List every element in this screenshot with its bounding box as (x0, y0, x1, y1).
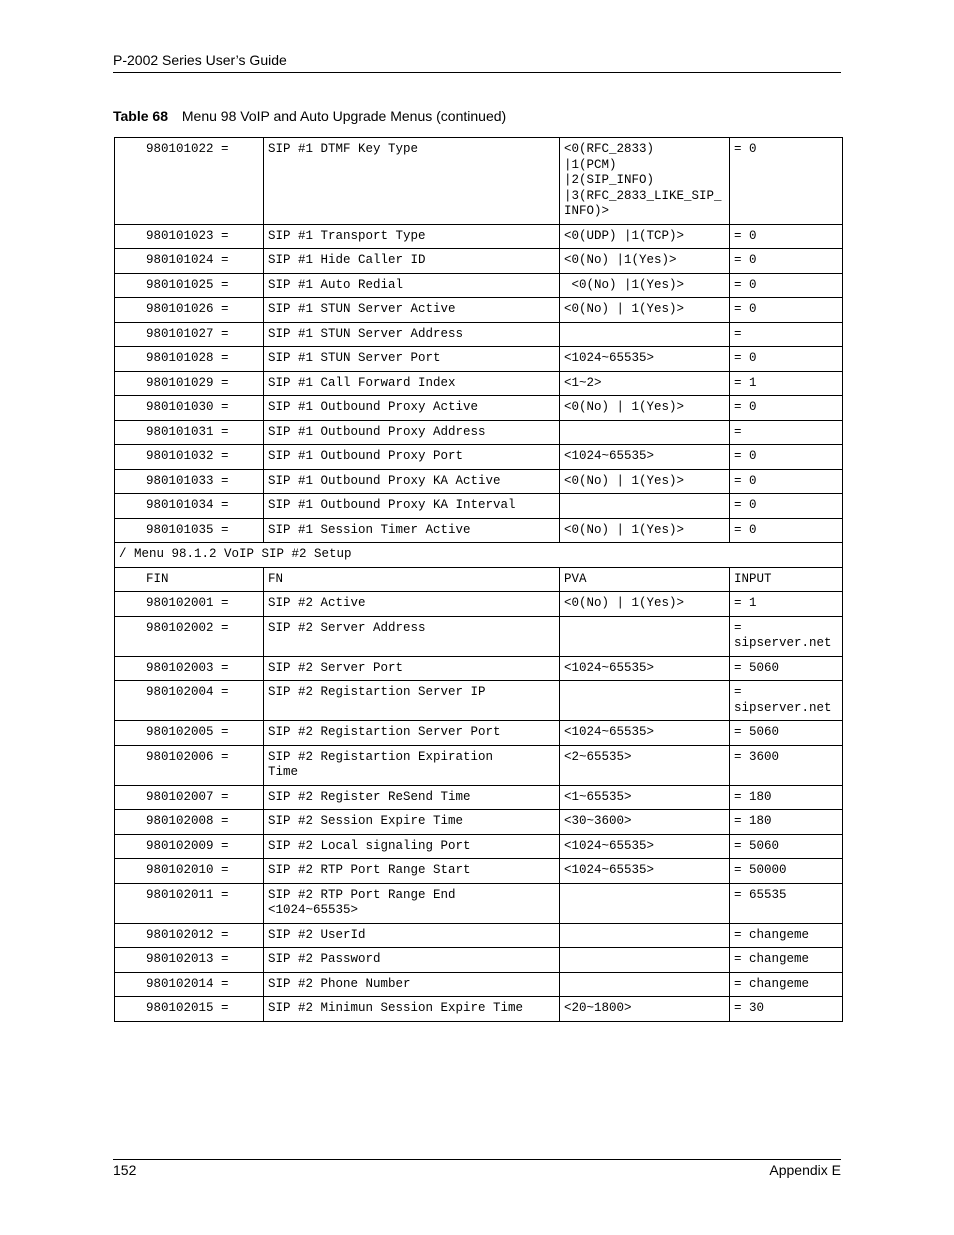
section-heading: / Menu 98.1.2 VoIP SIP #2 Setup (115, 543, 843, 568)
table-row (115, 859, 843, 884)
pva-cell: <30~3600> (560, 810, 730, 835)
pva-cell: <20~1800> (560, 997, 730, 1022)
footer-rule (113, 1159, 841, 1160)
input-cell: = 0 (730, 518, 843, 543)
fn-cell: SIP #2 UserId (264, 923, 560, 948)
table-row (115, 883, 843, 923)
fn-cell: SIP #1 Outbound Proxy Active (264, 396, 560, 421)
table-row (115, 616, 843, 656)
fn-cell: SIP #1 Call Forward Index (264, 371, 560, 396)
fin-cell: 980102007 = (115, 785, 264, 810)
table-row (115, 518, 843, 543)
pva-cell: PVA (560, 567, 730, 592)
pva-cell: <1024~65535> (560, 656, 730, 681)
fin-cell: 980102010 = (115, 859, 264, 884)
fn-cell: SIP #1 Outbound Proxy Address (264, 420, 560, 445)
pva-cell (560, 923, 730, 948)
table-row (115, 469, 843, 494)
pva-cell (560, 681, 730, 721)
input-cell: = 30 (730, 997, 843, 1022)
fn-cell: FN (264, 567, 560, 592)
running-header: P-2002 Series User’s Guide (113, 52, 287, 68)
fin-cell: 980101035 = (115, 518, 264, 543)
fn-cell: SIP #1 Transport Type (264, 224, 560, 249)
fn-cell: SIP #2 Server Address (264, 616, 560, 656)
page-number: 152 (113, 1162, 137, 1178)
fn-cell: SIP #2 RTP Port Range Start (264, 859, 560, 884)
fn-cell: SIP #2 Registartion Server Port (264, 721, 560, 746)
table-row (115, 322, 843, 347)
fin-cell: 980102013 = (115, 948, 264, 973)
input-cell: = 0 (730, 249, 843, 274)
input-cell: = sipserver.net (730, 681, 843, 721)
fin-cell: 980102001 = (115, 592, 264, 617)
table-row (115, 923, 843, 948)
pva-cell (560, 948, 730, 973)
fin-cell: 980102008 = (115, 810, 264, 835)
settings-table-body (115, 138, 843, 1022)
input-cell: = 5060 (730, 656, 843, 681)
fn-cell: SIP #1 Session Timer Active (264, 518, 560, 543)
input-cell: = 0 (730, 298, 843, 323)
section-row (115, 543, 843, 568)
fin-cell: 980101025 = (115, 273, 264, 298)
fn-cell: SIP #2 Password (264, 948, 560, 973)
fin-cell: 980102009 = (115, 834, 264, 859)
input-cell: = 65535 (730, 883, 843, 923)
pva-cell (560, 420, 730, 445)
pva-cell: <0(No) |1(Yes)> (560, 249, 730, 274)
fin-cell: 980102012 = (115, 923, 264, 948)
table-row (115, 420, 843, 445)
pva-cell (560, 883, 730, 923)
fin-cell: 980102015 = (115, 997, 264, 1022)
input-cell: = (730, 322, 843, 347)
pva-cell: <1~65535> (560, 785, 730, 810)
fn-cell: SIP #1 Outbound Proxy KA Active (264, 469, 560, 494)
input-cell: = 0 (730, 469, 843, 494)
fn-cell: SIP #1 Auto Redial (264, 273, 560, 298)
input-cell: = 0 (730, 494, 843, 519)
input-cell: = 50000 (730, 859, 843, 884)
fin-cell: 980101023 = (115, 224, 264, 249)
table-row (115, 273, 843, 298)
fn-cell: SIP #1 Hide Caller ID (264, 249, 560, 274)
fin-cell: 980101028 = (115, 347, 264, 372)
table-row (115, 834, 843, 859)
fin-cell: 980102002 = (115, 616, 264, 656)
pva-cell: <1024~65535> (560, 445, 730, 470)
input-cell: = changeme (730, 948, 843, 973)
table-row (115, 681, 843, 721)
fin-cell: 980101022 = (115, 138, 264, 225)
fn-cell: SIP #1 Outbound Proxy Port (264, 445, 560, 470)
pva-cell (560, 494, 730, 519)
pva-cell: <0(RFC_2833) |1(PCM) |2(SIP_INFO) |3(RFC_2833_LIKE_SIP_INFO)> (560, 138, 730, 225)
table-caption (113, 108, 506, 124)
pva-cell: <1024~65535> (560, 859, 730, 884)
input-cell: = 180 (730, 810, 843, 835)
input-cell: = 5060 (730, 834, 843, 859)
table-row (115, 745, 843, 785)
fn-cell: SIP #2 Active (264, 592, 560, 617)
fin-cell: 980102014 = (115, 972, 264, 997)
fin-cell: 980101031 = (115, 420, 264, 445)
fn-cell: SIP #2 RTP Port Range End <1024~65535> (264, 883, 560, 923)
input-cell: INPUT (730, 567, 843, 592)
table-row (115, 656, 843, 681)
fn-cell: SIP #2 Local signaling Port (264, 834, 560, 859)
fn-cell: SIP #2 Phone Number (264, 972, 560, 997)
input-cell: = 5060 (730, 721, 843, 746)
fn-cell: SIP #1 Outbound Proxy KA Interval (264, 494, 560, 519)
footer-section: Appendix E (769, 1162, 841, 1178)
input-cell: = 0 (730, 347, 843, 372)
table-row (115, 997, 843, 1022)
input-cell: = changeme (730, 923, 843, 948)
fin-cell: 980101033 = (115, 469, 264, 494)
fn-cell: SIP #2 Session Expire Time (264, 810, 560, 835)
table-row (115, 138, 843, 225)
pva-cell: <0(UDP) |1(TCP)> (560, 224, 730, 249)
pva-cell: <0(No) | 1(Yes)> (560, 592, 730, 617)
fin-cell: 980101024 = (115, 249, 264, 274)
input-cell: = 0 (730, 273, 843, 298)
input-cell: = 0 (730, 445, 843, 470)
table-row (115, 445, 843, 470)
table-row (115, 972, 843, 997)
input-cell: = changeme (730, 972, 843, 997)
fn-cell: SIP #1 DTMF Key Type (264, 138, 560, 225)
pva-cell: <0(No) | 1(Yes)> (560, 396, 730, 421)
input-cell: = sipserver.net (730, 616, 843, 656)
pva-cell (560, 322, 730, 347)
table-caption-label: Table 68 (113, 108, 168, 124)
fn-cell: SIP #1 STUN Server Active (264, 298, 560, 323)
fin-cell: 980101032 = (115, 445, 264, 470)
table-row (115, 298, 843, 323)
fin-cell: 980102005 = (115, 721, 264, 746)
fin-cell: 980102003 = (115, 656, 264, 681)
pva-cell: <1024~65535> (560, 721, 730, 746)
fin-cell: 980101027 = (115, 322, 264, 347)
table-row (115, 371, 843, 396)
table-row (115, 224, 843, 249)
pva-cell (560, 616, 730, 656)
pva-cell: <1~2> (560, 371, 730, 396)
pva-cell: <0(No) | 1(Yes)> (560, 298, 730, 323)
header-rule (113, 72, 841, 73)
fin-cell: 980102004 = (115, 681, 264, 721)
table-row (115, 721, 843, 746)
pva-cell: <1024~65535> (560, 347, 730, 372)
pva-cell: <0(No) |1(Yes)> (560, 273, 730, 298)
fn-cell: SIP #1 STUN Server Address (264, 322, 560, 347)
table-row (115, 249, 843, 274)
input-cell: = 1 (730, 592, 843, 617)
input-cell: = 3600 (730, 745, 843, 785)
pva-cell: <1024~65535> (560, 834, 730, 859)
table-row (115, 494, 843, 519)
input-cell: = 0 (730, 138, 843, 225)
input-cell: = (730, 420, 843, 445)
table-row (115, 396, 843, 421)
fn-cell: SIP #2 Registartion Expiration Time (264, 745, 560, 785)
fin-cell: FIN (115, 567, 264, 592)
input-cell: = 0 (730, 396, 843, 421)
fin-cell: 980101034 = (115, 494, 264, 519)
settings-table (114, 137, 843, 1022)
fn-cell: SIP #1 STUN Server Port (264, 347, 560, 372)
fn-cell: SIP #2 Minimun Session Expire Time (264, 997, 560, 1022)
pva-cell: <0(No) | 1(Yes)> (560, 469, 730, 494)
table-row (115, 592, 843, 617)
fn-cell: SIP #2 Server Port (264, 656, 560, 681)
fn-cell: SIP #2 Register ReSend Time (264, 785, 560, 810)
fn-cell: SIP #2 Registartion Server IP (264, 681, 560, 721)
pva-cell: <0(No) | 1(Yes)> (560, 518, 730, 543)
fin-cell: 980102011 = (115, 883, 264, 923)
input-cell: = 0 (730, 224, 843, 249)
table-row (115, 347, 843, 372)
input-cell: = 180 (730, 785, 843, 810)
table-caption-text: Menu 98 VoIP and Auto Upgrade Menus (continued) (181, 108, 507, 124)
fin-cell: 980101026 = (115, 298, 264, 323)
table-row (115, 567, 843, 592)
table-row (115, 948, 843, 973)
fin-cell: 980102006 = (115, 745, 264, 785)
table-row (115, 785, 843, 810)
input-cell: = 1 (730, 371, 843, 396)
pva-cell: <2~65535> (560, 745, 730, 785)
table-row (115, 810, 843, 835)
pva-cell (560, 972, 730, 997)
fin-cell: 980101029 = (115, 371, 264, 396)
fin-cell: 980101030 = (115, 396, 264, 421)
